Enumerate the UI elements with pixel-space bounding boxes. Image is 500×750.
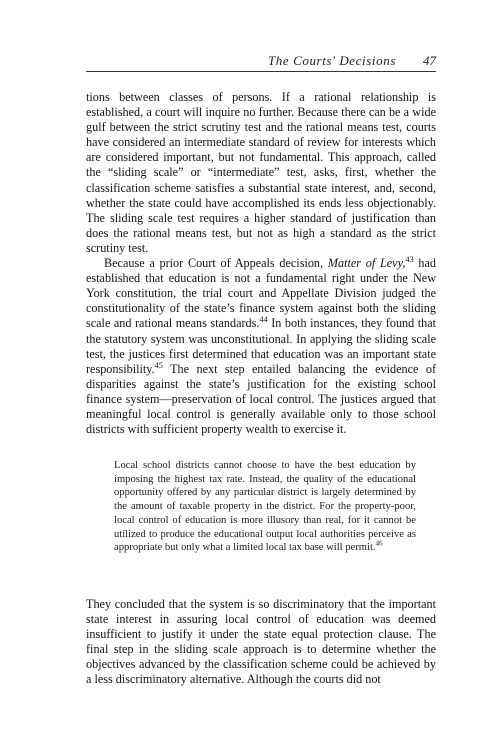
continuation-text-block bbox=[86, 597, 436, 688]
paragraph-2-part-a: Because a prior Court of Appeals decision, bbox=[104, 256, 328, 271]
paragraph-2 bbox=[86, 256, 436, 437]
paragraph-2-part-d: The next step entailed balancing the evidence of disparities against the state’s justification for the existing school finance system—preservation of local control. The justices argued that meaningful local control is generally available only to those school districts with sufficient property wealth to exercise it. bbox=[86, 361, 436, 437]
footnote-ref-44: 44 bbox=[259, 315, 268, 325]
block-quote bbox=[114, 459, 416, 555]
paragraph-1: tions between classes of persons. If a rational relationship is established, a court will inquire no further. Because there can be a wide gulf between the strict scrutiny test and the rational means test, courts have considered an intermediate standard of review for interests which are considered important, but not fundamental. This approach, called the “sliding scale” or “intermediate” test, asks, first, whether the classification scheme satisfies a substantial state interest, and, second, whether the state could have accomplished its ends less objectionably. The sliding scale test requires a higher standard of justification than does the rational means test, but not as high a standard as the strict scrutiny test. bbox=[86, 90, 436, 255]
page-number: 47 bbox=[423, 53, 436, 68]
paragraph-2-part-b: had established that education is not a fundamental right under the New York constitution, the trial court and Appellate Division judged the constitutionality of the state’s finance system against both the sliding scale and rational means standards. bbox=[86, 256, 437, 331]
footnote-ref-45: 45 bbox=[154, 360, 163, 370]
footnote-ref-46: 46 bbox=[375, 539, 383, 548]
block-quote-text: Local school districts cannot choose to have the best education by imposing the highest tax rate. Instead, the quality of the educational opportunity offered by any particular district is largely determined by the amount of taxable property in the district. For the property-poor, local control of education is more illusory than real, for it cannot be utilized to produce the educational output local authorities perceive as appropriate but only what a limited local tax base will permit. bbox=[114, 460, 416, 554]
main-text-block bbox=[86, 90, 436, 437]
footnote-ref-43: 43 bbox=[405, 254, 414, 264]
paragraph-2-part-c: In both instances, they found that the statutory system was unconstitutional. In applying the sliding scale test, the justices first determined that education was an important state responsibility. bbox=[86, 316, 437, 376]
paragraph-3: They concluded that the system is so discriminatory that the important state interest in assuring local control of education was deemed insufficient to justify it under the state equal protection clause. The final step in the sliding scale approach is to determine whether the objectives advanced by the classification scheme could be achieved by a less discriminatory alternative. Although the courts did not bbox=[86, 597, 436, 687]
case-name: Matter of Levy, bbox=[327, 256, 406, 271]
header-rule bbox=[86, 71, 436, 72]
running-header bbox=[86, 53, 436, 73]
running-header-title: The Courts' Decisions bbox=[267, 53, 396, 68]
